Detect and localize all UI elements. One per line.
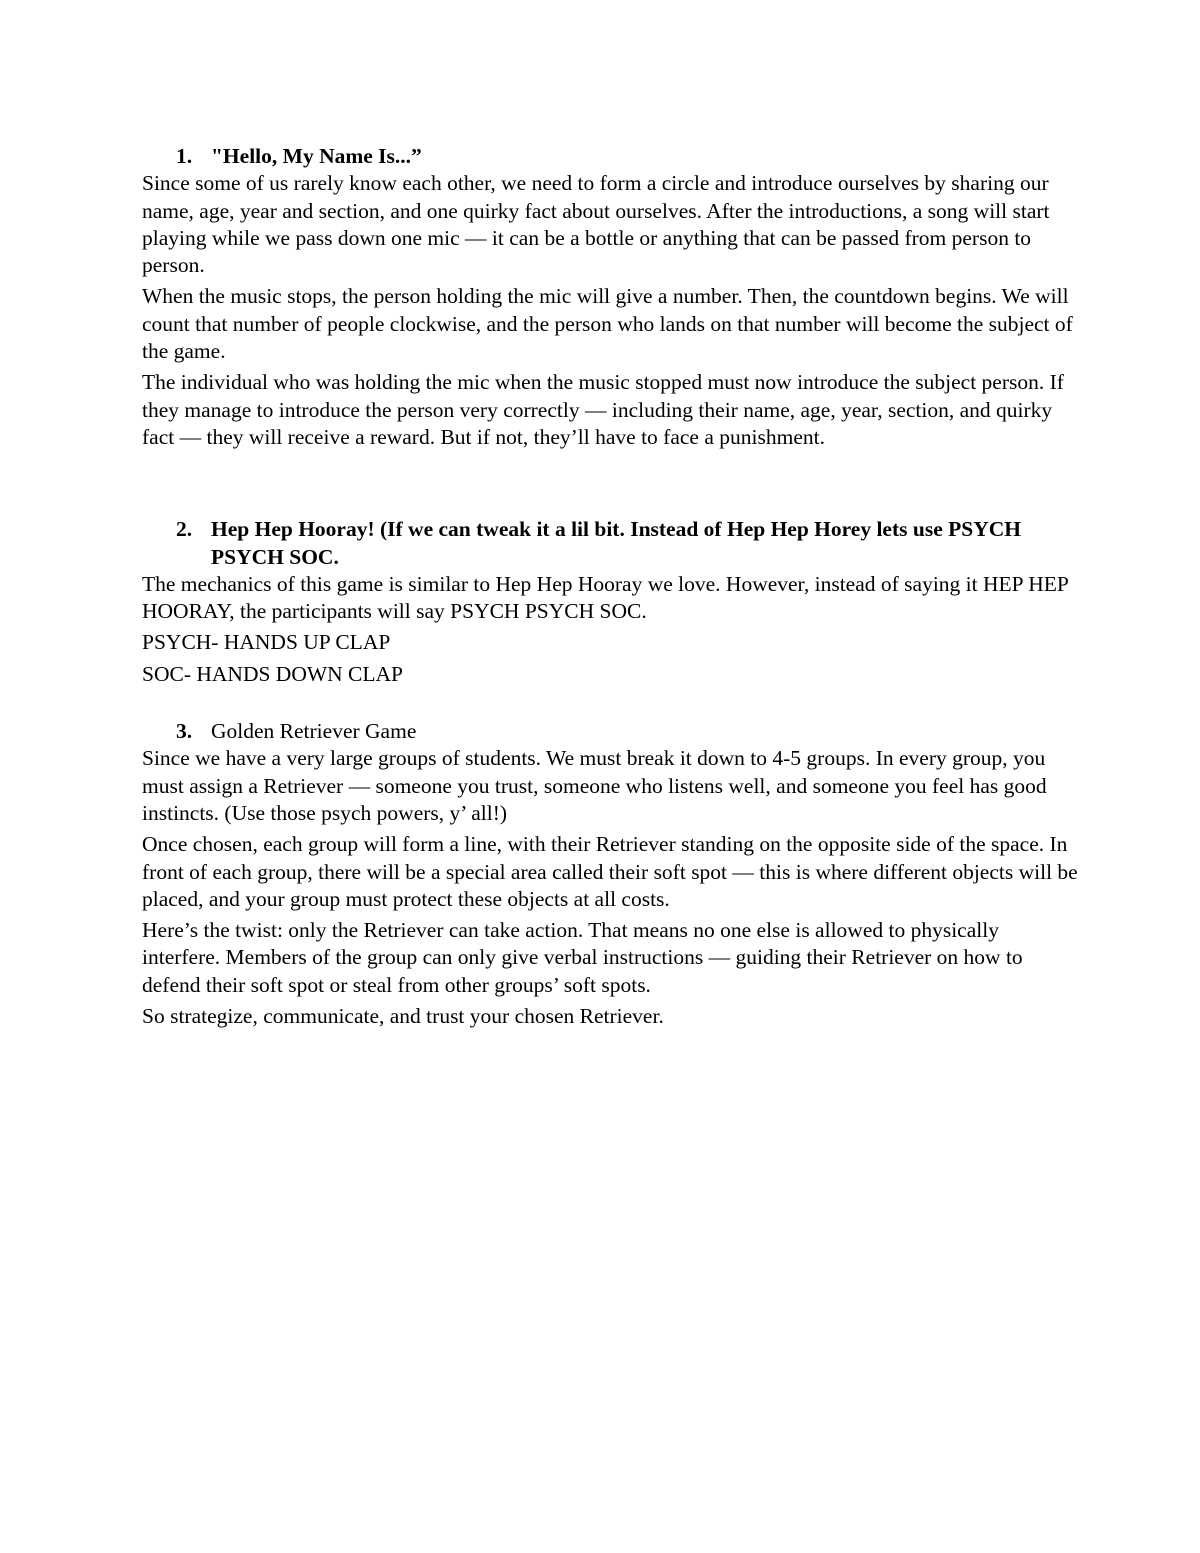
section-hep-hep-hooray <box>142 516 1082 688</box>
paragraph: When the music stops, the person holding the mic will give a number. Then, the countdown begins. We will count that number of people clockwise, and the person who lands on that number will become the subject of the game. <box>142 284 1073 364</box>
section-number: 1. <box>176 144 193 168</box>
section-number: 3. <box>176 719 193 744</box>
section-golden-retriever-game <box>142 718 1082 1030</box>
section-number: 2. <box>176 517 193 542</box>
paragraph: The mechanics of this game is similar to Hep Hep Hooray we love. However, instead of saying it HEP HEP HOORAY, the participants will say PSYCH PSYCH SOC. <box>142 571 1069 624</box>
paragraph: Once chosen, each group will form a line, with their Retriever standing on the opposite side of the space. In front of each group, there will be a special area called their soft spot — this is where different objects will be placed, and your group must protect these objects at all costs. <box>142 832 1078 911</box>
paragraph: So strategize, communicate, and trust your chosen Retriever. <box>142 1004 664 1029</box>
section-title: "Hello, My Name Is...” <box>211 144 422 168</box>
paragraph: Here’s the twist: only the Retriever can take action. That means no one else is allowed to physically interfere. Members of the group can only give verbal instructions — guiding their Retriever on how to defend their soft spot or steal from other groups’ soft spots. <box>142 918 1023 997</box>
section-heading <box>142 718 1082 745</box>
paragraph: Since we have a very large groups of students. We must break it down to 4-5 groups. In every group, you must assign a Retriever — someone you trust, someone who listens well, and someone you feel has good instincts. (Use those psych powers, y’ all!) <box>142 746 1047 825</box>
section-heading <box>142 143 1082 170</box>
section-title: Golden Retriever Game <box>211 719 417 744</box>
document-page <box>142 143 1082 1034</box>
section-heading <box>142 516 1082 571</box>
section-hello-my-name-is <box>142 143 1082 451</box>
soc-clap-line: SOC- HANDS DOWN CLAP <box>142 661 404 686</box>
paragraph: The individual who was holding the mic when the music stopped must now introduce the subject person. If they manage to introduce the person very correctly — including their name, age, year, section, and quirky fact — they will receive a reward. But if not, they’ll have to face a punishment. <box>142 370 1064 449</box>
section-title: Hep Hep Hooray! (If we can tweak it a lil bit. Instead of Hep Hep Horey lets use PSYCH PSYCH SOC. <box>211 517 1021 569</box>
psych-clap-line: PSYCH- HANDS UP CLAP <box>142 630 391 655</box>
paragraph: Since some of us rarely know each other, we need to form a circle and introduce ourselves by sharing our name, age, year and section, and one quirky fact about ourselves. After the introductions, a song will start playing while we pass down one mic — it can be a bottle or anything that can be passed from person to person. <box>142 171 1050 278</box>
